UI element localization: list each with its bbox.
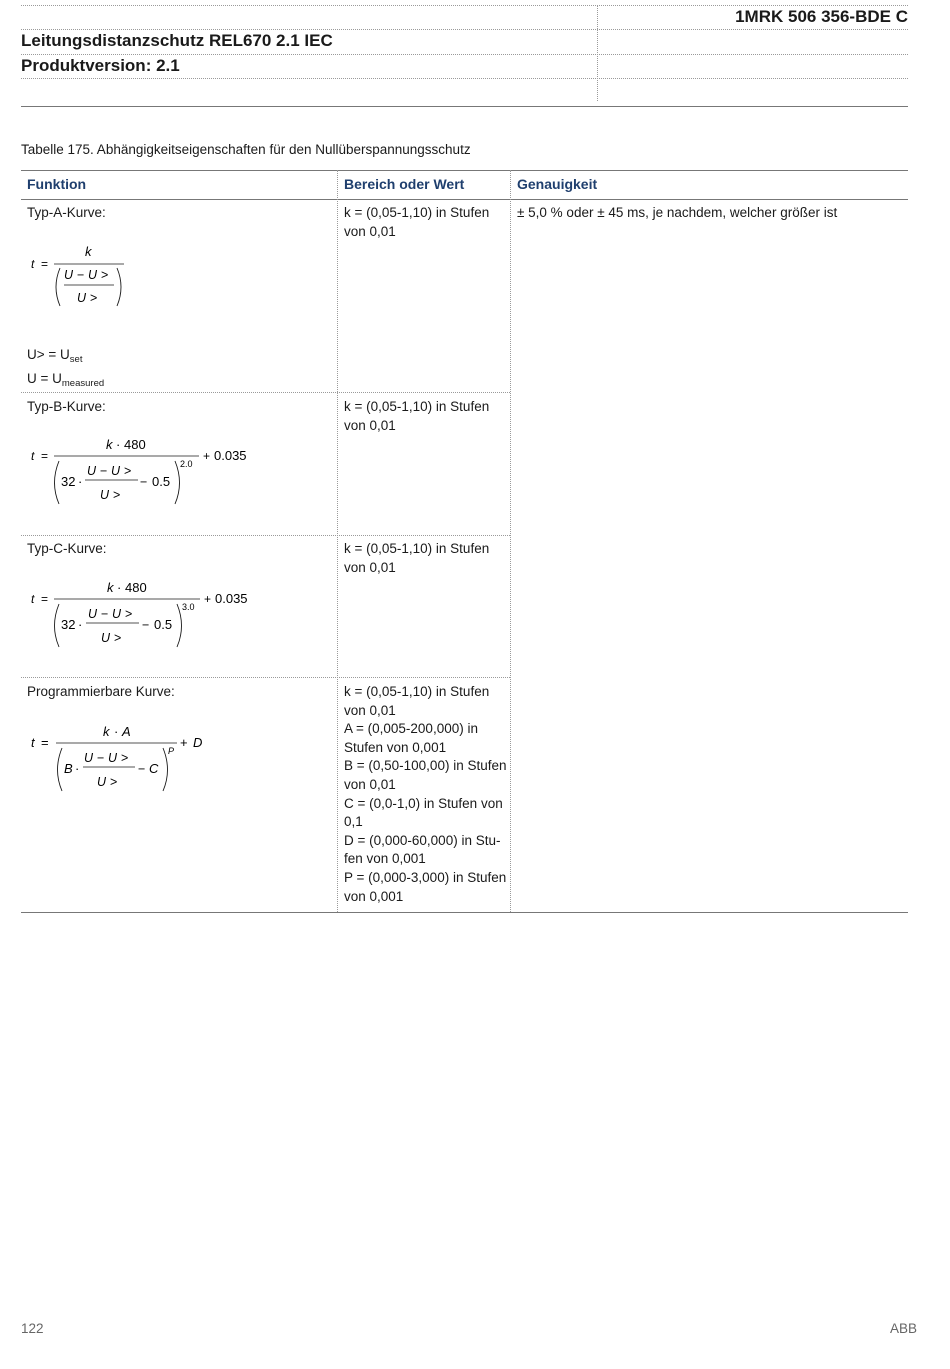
table-caption: Tabelle 175. Abhängigkeitseigenschaften für den Nullüberspannungsschutz (21, 142, 471, 157)
svg-text:·: · (78, 474, 83, 489)
uset-subscript: set (69, 354, 83, 365)
range-line: von 0,001 (344, 888, 404, 904)
range-line: von 0,01 (344, 702, 396, 718)
svg-text:>: > (101, 268, 109, 282)
umeas-label: U = U (27, 370, 62, 386)
row-a-function: Typ-A-Kurve: (27, 205, 106, 220)
row-prog-range (344, 683, 506, 906)
column-header-range: Bereich oder Wert (344, 176, 465, 192)
row-c-function: Typ-C-Kurve: (27, 541, 107, 556)
range-line: fen von 0,001 (344, 851, 426, 867)
svg-text:−: − (77, 268, 85, 282)
svg-text:A: A (122, 724, 131, 739)
table-bottom-rule (21, 912, 908, 913)
column-separator (337, 170, 338, 912)
header-rule (21, 5, 908, 6)
table-header-rule (21, 199, 908, 200)
range-line: A = (0,005-200,000) in (344, 721, 478, 737)
svg-text:k: k (107, 580, 114, 595)
svg-text:U: U (84, 751, 94, 765)
range-line: von 0,01 (344, 417, 396, 433)
formula-type-c (27, 576, 267, 653)
page-header (21, 5, 908, 107)
svg-text:U: U (87, 464, 97, 478)
column-header-accuracy: Genauigkeit (517, 176, 598, 192)
svg-text:U: U (97, 775, 107, 789)
range-line: von 0,01 (344, 776, 396, 792)
svg-text:480: 480 (125, 580, 147, 595)
svg-text:−: − (100, 464, 108, 478)
svg-text:>: > (125, 607, 133, 621)
range-line: P = (0,000-3,000) in Stufen (344, 869, 507, 885)
range-line: 0,1 (344, 814, 363, 830)
svg-text:>: > (110, 775, 118, 789)
range-line: Stufen von 0,001 (344, 739, 447, 755)
svg-text:k: k (106, 437, 113, 452)
svg-text:·: · (114, 724, 119, 739)
column-separator (510, 170, 511, 912)
svg-text:U: U (100, 488, 110, 502)
range-line: von 0,01 (344, 559, 396, 575)
svg-text:>: > (114, 631, 122, 645)
svg-text:=: = (41, 257, 49, 271)
row-prog-function: Programmierbare Kurve: (27, 684, 175, 699)
svg-text:·: · (116, 437, 121, 452)
range-line: B = (0,50-100,00) in Stufen (344, 758, 507, 774)
row-b-function: Typ-B-Kurve: (27, 399, 106, 414)
svg-text:U: U (88, 607, 98, 621)
uset-label: U> = U (27, 347, 70, 362)
svg-text:=: = (41, 449, 49, 463)
svg-text:>: > (90, 291, 98, 305)
svg-text:t: t (31, 735, 35, 750)
column-header-function: Funktion (27, 176, 87, 192)
row-separator (21, 677, 510, 678)
svg-text:U: U (88, 268, 98, 282)
svg-text:0.5: 0.5 (154, 617, 173, 632)
exponent-c: 3.0 (182, 602, 195, 612)
row-c-range (344, 540, 489, 577)
svg-text:P: P (168, 746, 175, 756)
range-line: von 0,01 (344, 223, 396, 239)
svg-text:·: · (117, 580, 122, 595)
brand-logo: ABB (889, 1321, 917, 1336)
range-line: D = (0,000-60,000) in Stu- (344, 832, 501, 848)
header-rule (21, 54, 908, 55)
formula-type-a (27, 240, 147, 315)
svg-text:U: U (111, 464, 121, 478)
svg-text:U: U (112, 607, 122, 621)
svg-text:·: · (78, 617, 83, 632)
header-rule (21, 29, 908, 30)
range-line: k = (0,05-1,10) in Stufen (344, 205, 490, 220)
svg-text:C: C (149, 761, 159, 776)
row-separator (21, 535, 510, 536)
table-top-rule (21, 170, 908, 171)
svg-text:D: D (193, 735, 203, 750)
svg-text:B: B (64, 761, 73, 776)
svg-text:−: − (101, 607, 109, 621)
svg-text:0.035: 0.035 (215, 591, 248, 606)
exponent-b: 2.0 (180, 459, 193, 469)
header-bottom-rule (21, 106, 908, 107)
svg-text:−: − (140, 475, 148, 489)
range-line: k = (0,05-1,10) in Stufen (344, 684, 490, 699)
page-number: 122 (21, 1321, 44, 1336)
svg-text:−: − (138, 762, 146, 776)
document-id: 1MRK 506 356-BDE C (735, 7, 908, 26)
svg-text:t: t (31, 449, 35, 463)
row-b-range (344, 398, 489, 435)
svg-text:0.035: 0.035 (214, 448, 247, 463)
svg-text:U: U (108, 751, 118, 765)
svg-text:>: > (121, 751, 129, 765)
formula-type-b (27, 433, 267, 510)
svg-text:32: 32 (61, 617, 76, 632)
svg-text:0.5: 0.5 (152, 474, 171, 489)
svg-text:=: = (41, 735, 49, 750)
svg-text:−: − (142, 618, 150, 632)
row-a-definitions (27, 346, 104, 393)
svg-text:k: k (85, 244, 92, 259)
svg-text:U: U (101, 631, 111, 645)
svg-text:+: + (203, 449, 211, 463)
accuracy-value: ± 5,0 % oder ± 45 ms, je nachdem, welcher größer ist (517, 205, 838, 220)
umeas-subscript: measured (61, 377, 105, 389)
range-line: C = (0,0-1,0) in Stufen von (344, 795, 503, 811)
svg-text:k: k (103, 724, 110, 739)
svg-text:=: = (41, 592, 49, 606)
formula-programmable (27, 720, 227, 799)
svg-text:32: 32 (61, 474, 76, 489)
range-line: k = (0,05-1,10) in Stufen (344, 399, 490, 414)
svg-text:+: + (204, 592, 212, 606)
document-title: Leitungsdistanzschutz REL670 2.1 IEC (21, 31, 333, 50)
svg-text:+: + (180, 735, 188, 750)
svg-text:−: − (97, 751, 105, 765)
svg-text:>: > (113, 488, 121, 502)
svg-text:·: · (75, 761, 80, 776)
svg-text:U: U (77, 291, 87, 305)
range-line: k = (0,05-1,10) in Stufen (344, 541, 490, 556)
svg-text:>: > (124, 464, 132, 478)
svg-text:480: 480 (124, 437, 146, 452)
header-divider (597, 5, 598, 101)
product-version: Produktversion: 2.1 (21, 56, 180, 75)
svg-text:t: t (31, 257, 35, 271)
svg-text:t: t (31, 592, 35, 606)
header-rule (21, 78, 908, 79)
row-a-range (344, 204, 489, 241)
svg-text:U: U (64, 268, 74, 282)
